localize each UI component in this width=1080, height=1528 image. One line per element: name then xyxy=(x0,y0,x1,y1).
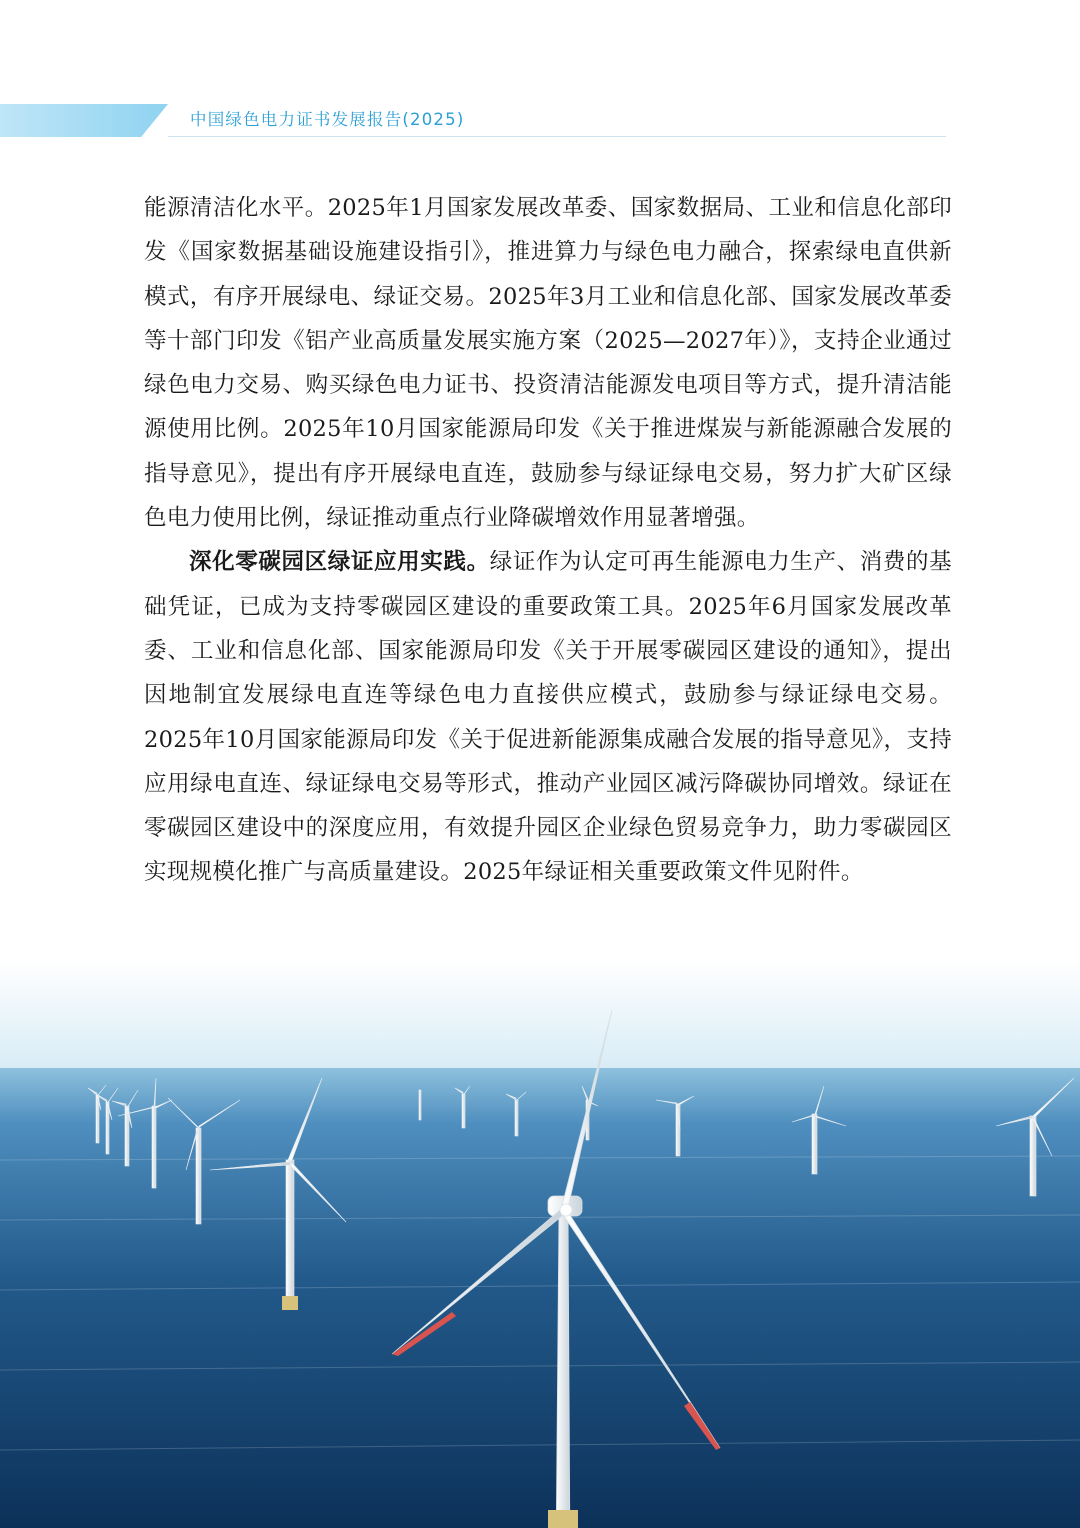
header-accent-band xyxy=(0,104,168,137)
paragraph: 能源清洁化水平。2025年1月国家发展改革委、国家数据局、工业和信息化部印发《国家数据基础设施建设指引》，推进算力与绿色电力融合，探索绿电直供新模式，有序开展绿电、绿证交易。2025年3月工业和信息化部、国家发展改革委等十部门印发《铝产业高质量发展实施方案（2025—2027年）》，支持企业通过绿色电力交易、购买绿色电力证书、投资清洁能源发电项目等方式，提升清洁能源使用比例。2025年10月国家能源局印发《关于推进煤炭与新能源融合发展的指导意见》，提出有序开展绿电直连，鼓励参与绿证绿电交易，努力扩大矿区绿色电力使用比例，绿证推动重点行业降碳增效作用显著增强。 xyxy=(144,195,952,532)
offshore-wind-farm-photo xyxy=(0,960,1080,1528)
body-text xyxy=(144,186,952,895)
running-header-title: 中国绿色电力证书发展报告(2025) xyxy=(190,110,465,129)
paragraph xyxy=(144,540,952,894)
paragraph-lead-heading: 深化零碳园区绿证应用实践。 xyxy=(189,549,490,576)
header-divider xyxy=(168,136,946,137)
paragraph-text: 绿证作为认定可再生能源电力生产、消费的基础凭证，已成为支持零碳园区建设的重要政策工具。2025年6月国家发展改革委、工业和信息化部、国家能源局印发《关于开展零碳园区建设的通知》，提出因地制宜发展绿电直连等绿色电力直接供应模式，鼓励参与绿证绿电交易。2025年10月国家能源局印发《关于促进新能源集成融合发展的指导意见》，支持应用绿电直连、绿证绿电交易等形式，推动产业园区减污降碳协同增效。绿证在零碳园区建设中的深度应用，有效提升园区企业绿色贸易竞争力，助力零碳园区实现规模化推广与高质量建设。2025年绿证相关重要政策文件见附件。 xyxy=(144,549,952,886)
